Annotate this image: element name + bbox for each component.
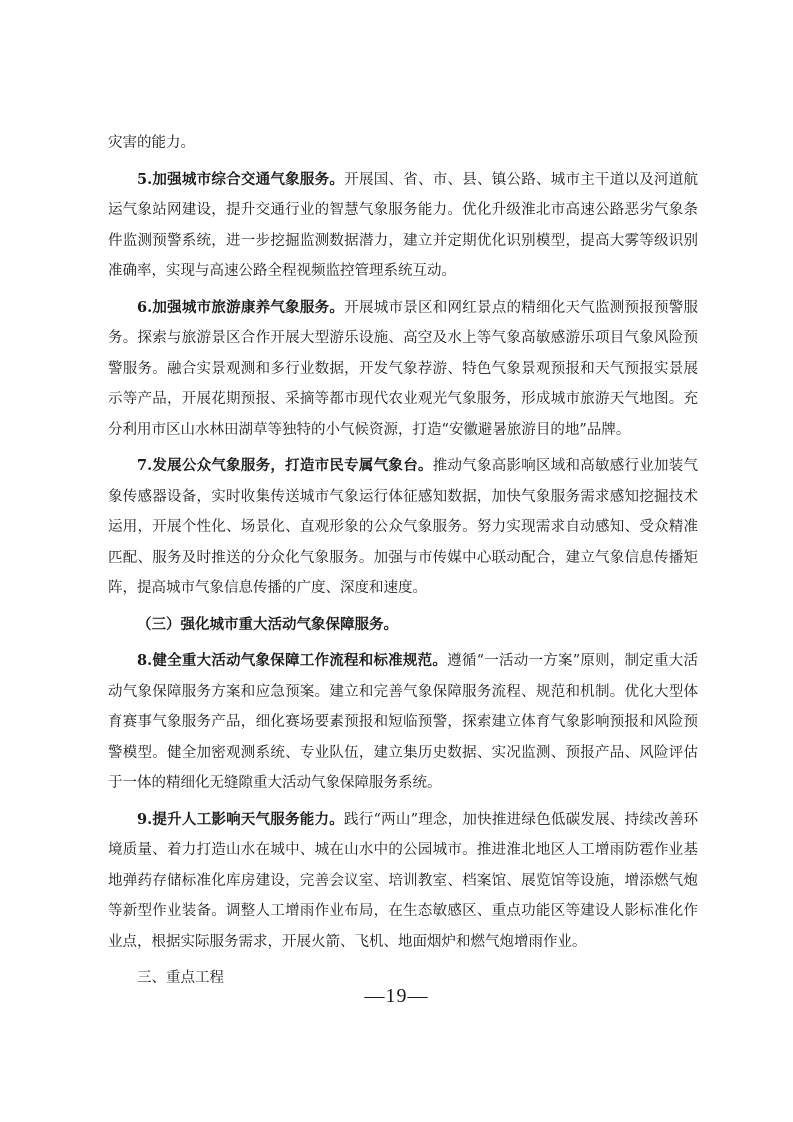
chapter-heading-3: 三、重点工程 bbox=[137, 970, 224, 986]
paragraph-item-7 bbox=[108, 451, 698, 604]
item-7-body: 推动气象高影响区域和高敏感行业加装气象传感器设备，实时收集传送城市气象运行体征感知数据，加快气象服务需求感知挖掘技术运用，开展个性化、场景化、直观形象的公众气象服务。努力实现需求自动感知、受众精准匹配、服务及时推送的分众化气象服务。加强与市传媒中心联动配合，建立气象信息传播矩阵，提高城市气象信息传播的广度、深度和速度。 bbox=[108, 458, 699, 596]
paragraph-item-6 bbox=[108, 293, 698, 446]
page-number: —19— bbox=[364, 985, 429, 1007]
paragraph-continuation: 灾害的能力。 bbox=[108, 135, 195, 151]
paragraph-item-5 bbox=[108, 165, 698, 287]
item-6-heading: 6.加强城市旅游康养气象服务。 bbox=[137, 298, 345, 316]
item-9-body: 践行“两山”理念，加快推进绿色低碳发展、持续改善环境质量、着力打造山水在城中、城在山水中的公园城市。推进淮北地区人工增雨防雹作业基地弹药存储标准化库房建设，完善会议室、培训教室、档案馆、展览馆等设施，增添燃气炮等新型作业装备。调整人工增雨作业布局，在生态敏感区、重点功能区等建设人影标准化作业点，根据实际服务需求，开展火箭、飞机、地面烟炉和燃气炮增雨作业。 bbox=[108, 811, 698, 950]
item-8-heading: 8.健全重大活动气象保障工作流程和标准规范。 bbox=[137, 652, 448, 669]
paragraph-item-8 bbox=[108, 646, 698, 799]
item-8-body: 遵循“一活动一方案”原则，制定重大活动气象保障服务方案和应急预案。建立和完善气象保障服务流程、规范和机制。优化大型体育赛事气象服务产品，细化赛场要素预报和短临预警，探索建立体育气象影响预报和风险预警模型。健全加密观测系统、专业队伍，建立集历史数据、实况监测、预报产品、风险评估于一体的精细化无缝隙重大活动气象保障服务系统。 bbox=[108, 653, 699, 791]
item-6-body: 开展城市景区和网红景点的精细化天气监测预报预警服务。探索与旅游景区合作开展大型游乐设施、高空及水上等气象高敏感游乐项目气象风险预警服务。融合实景观测和多行业数据，开发气象荐游、特色气象景观预报和天气预报实景展示等产品，开展花期预报、采摘等都市现代农业观光气象服务，形成城市旅游天气地图。充分利用市区山水林田湖草等独特的小气候资源，打造“安徽避暑旅游目的地”品牌。 bbox=[108, 299, 699, 438]
section-heading-3: （三）强化城市重大活动气象保障服务。 bbox=[137, 615, 398, 633]
document-body bbox=[108, 128, 698, 994]
paragraph-item-9 bbox=[108, 805, 698, 958]
item-9-heading: 9.提升人工影响天气服务能力。 bbox=[137, 810, 344, 828]
item-5-body: 开展国、省、市、县、镇公路、城市主干道以及河道航运气象站网建设，提升交通行业的智慧气象服务能力。优化升级淮北市高速公路恶劣气象条件监测预警系统，进一步挖掘监测数据潜力，建立并定期优化识别模型，提高大雾等级识别准确率，实现与高速公路全程视频监控管理系统互动。 bbox=[108, 171, 699, 279]
item-5-heading: 5.加强城市综合交通气象服务。 bbox=[137, 170, 345, 188]
item-7-heading: 7.发展公众气象服务，打造市民专属气象台。 bbox=[137, 457, 433, 474]
